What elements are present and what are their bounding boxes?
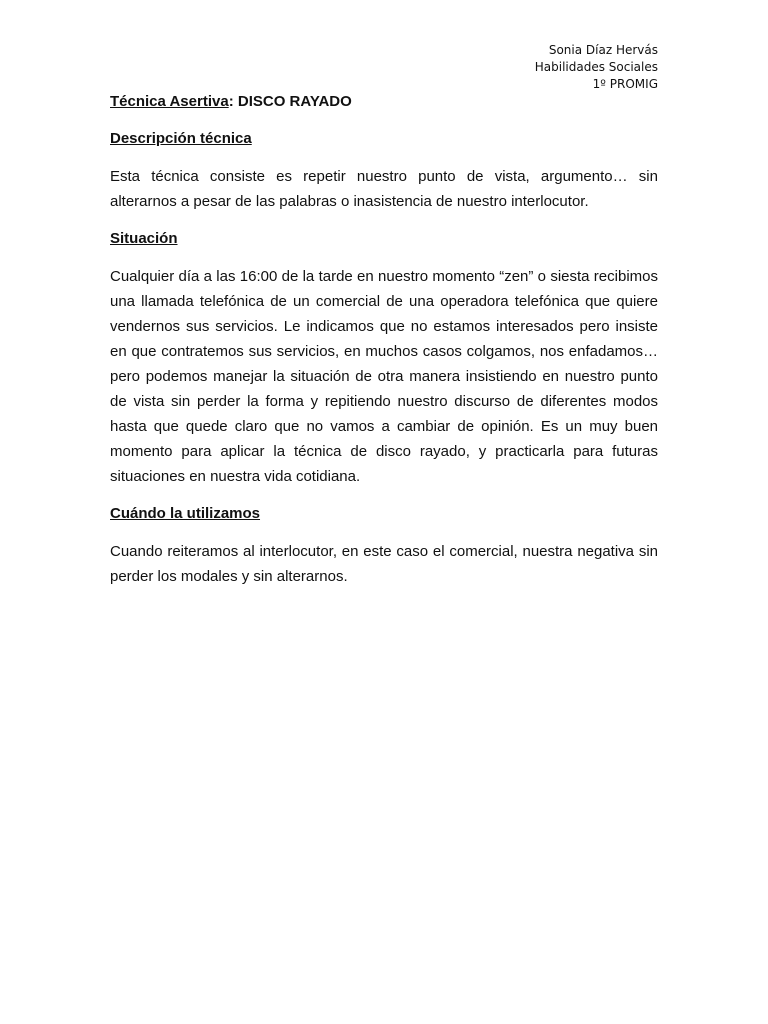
header-author: Sonia Díaz Hervás xyxy=(548,43,658,57)
title-separator: : xyxy=(228,93,234,110)
header-subject: Habilidades Sociales xyxy=(534,60,658,74)
section-heading-cuando: Cuándo la utilizamos xyxy=(110,505,261,522)
title-label: Técnica Asertiva xyxy=(110,93,229,110)
section-heading-descripcion: Descripción técnica xyxy=(110,130,252,147)
header-course: 1º PROMIG xyxy=(592,77,658,91)
section-text-descripcion: Esta técnica consiste es repetir nuestro punto de vista, argumento… sin alterarnos a pesar de las palabras o inasistencia de nuestro interlocutor. xyxy=(110,168,658,210)
title-value: DISCO RAYADO xyxy=(233,93,352,110)
document-body xyxy=(110,92,658,604)
document-title xyxy=(110,92,658,112)
section-text-cuando: Cuando reiteramos al interlocutor, en este caso el comercial, nuestra negativa sin perder los modales y sin alterarnos. xyxy=(110,543,658,585)
section-heading-situacion: Situación xyxy=(110,230,178,247)
section-text-situacion: Cualquier día a las 16:00 de la tarde en nuestro momento “zen” o siesta recibimos una llamada telefónica de un comercial de una operadora telefónica que quiere vendernos sus servicios. Le indicamos que no estamos interesados pero insiste en que contratemos sus servicios, en muchos casos colgamos, nos enfadamos… pero podemos manejar la situación de otra manera insistiendo en nuestro punto de vista sin perder la forma y repitiendo nuestro discurso de diferentes modos hasta que quede claro que no vamos a cambiar de opinión. Es un muy buen momento para aplicar la técnica de disco rayado, y practicarla para futuras situaciones en nuestra vida cotidiana. xyxy=(110,268,658,485)
document-header xyxy=(535,42,658,93)
